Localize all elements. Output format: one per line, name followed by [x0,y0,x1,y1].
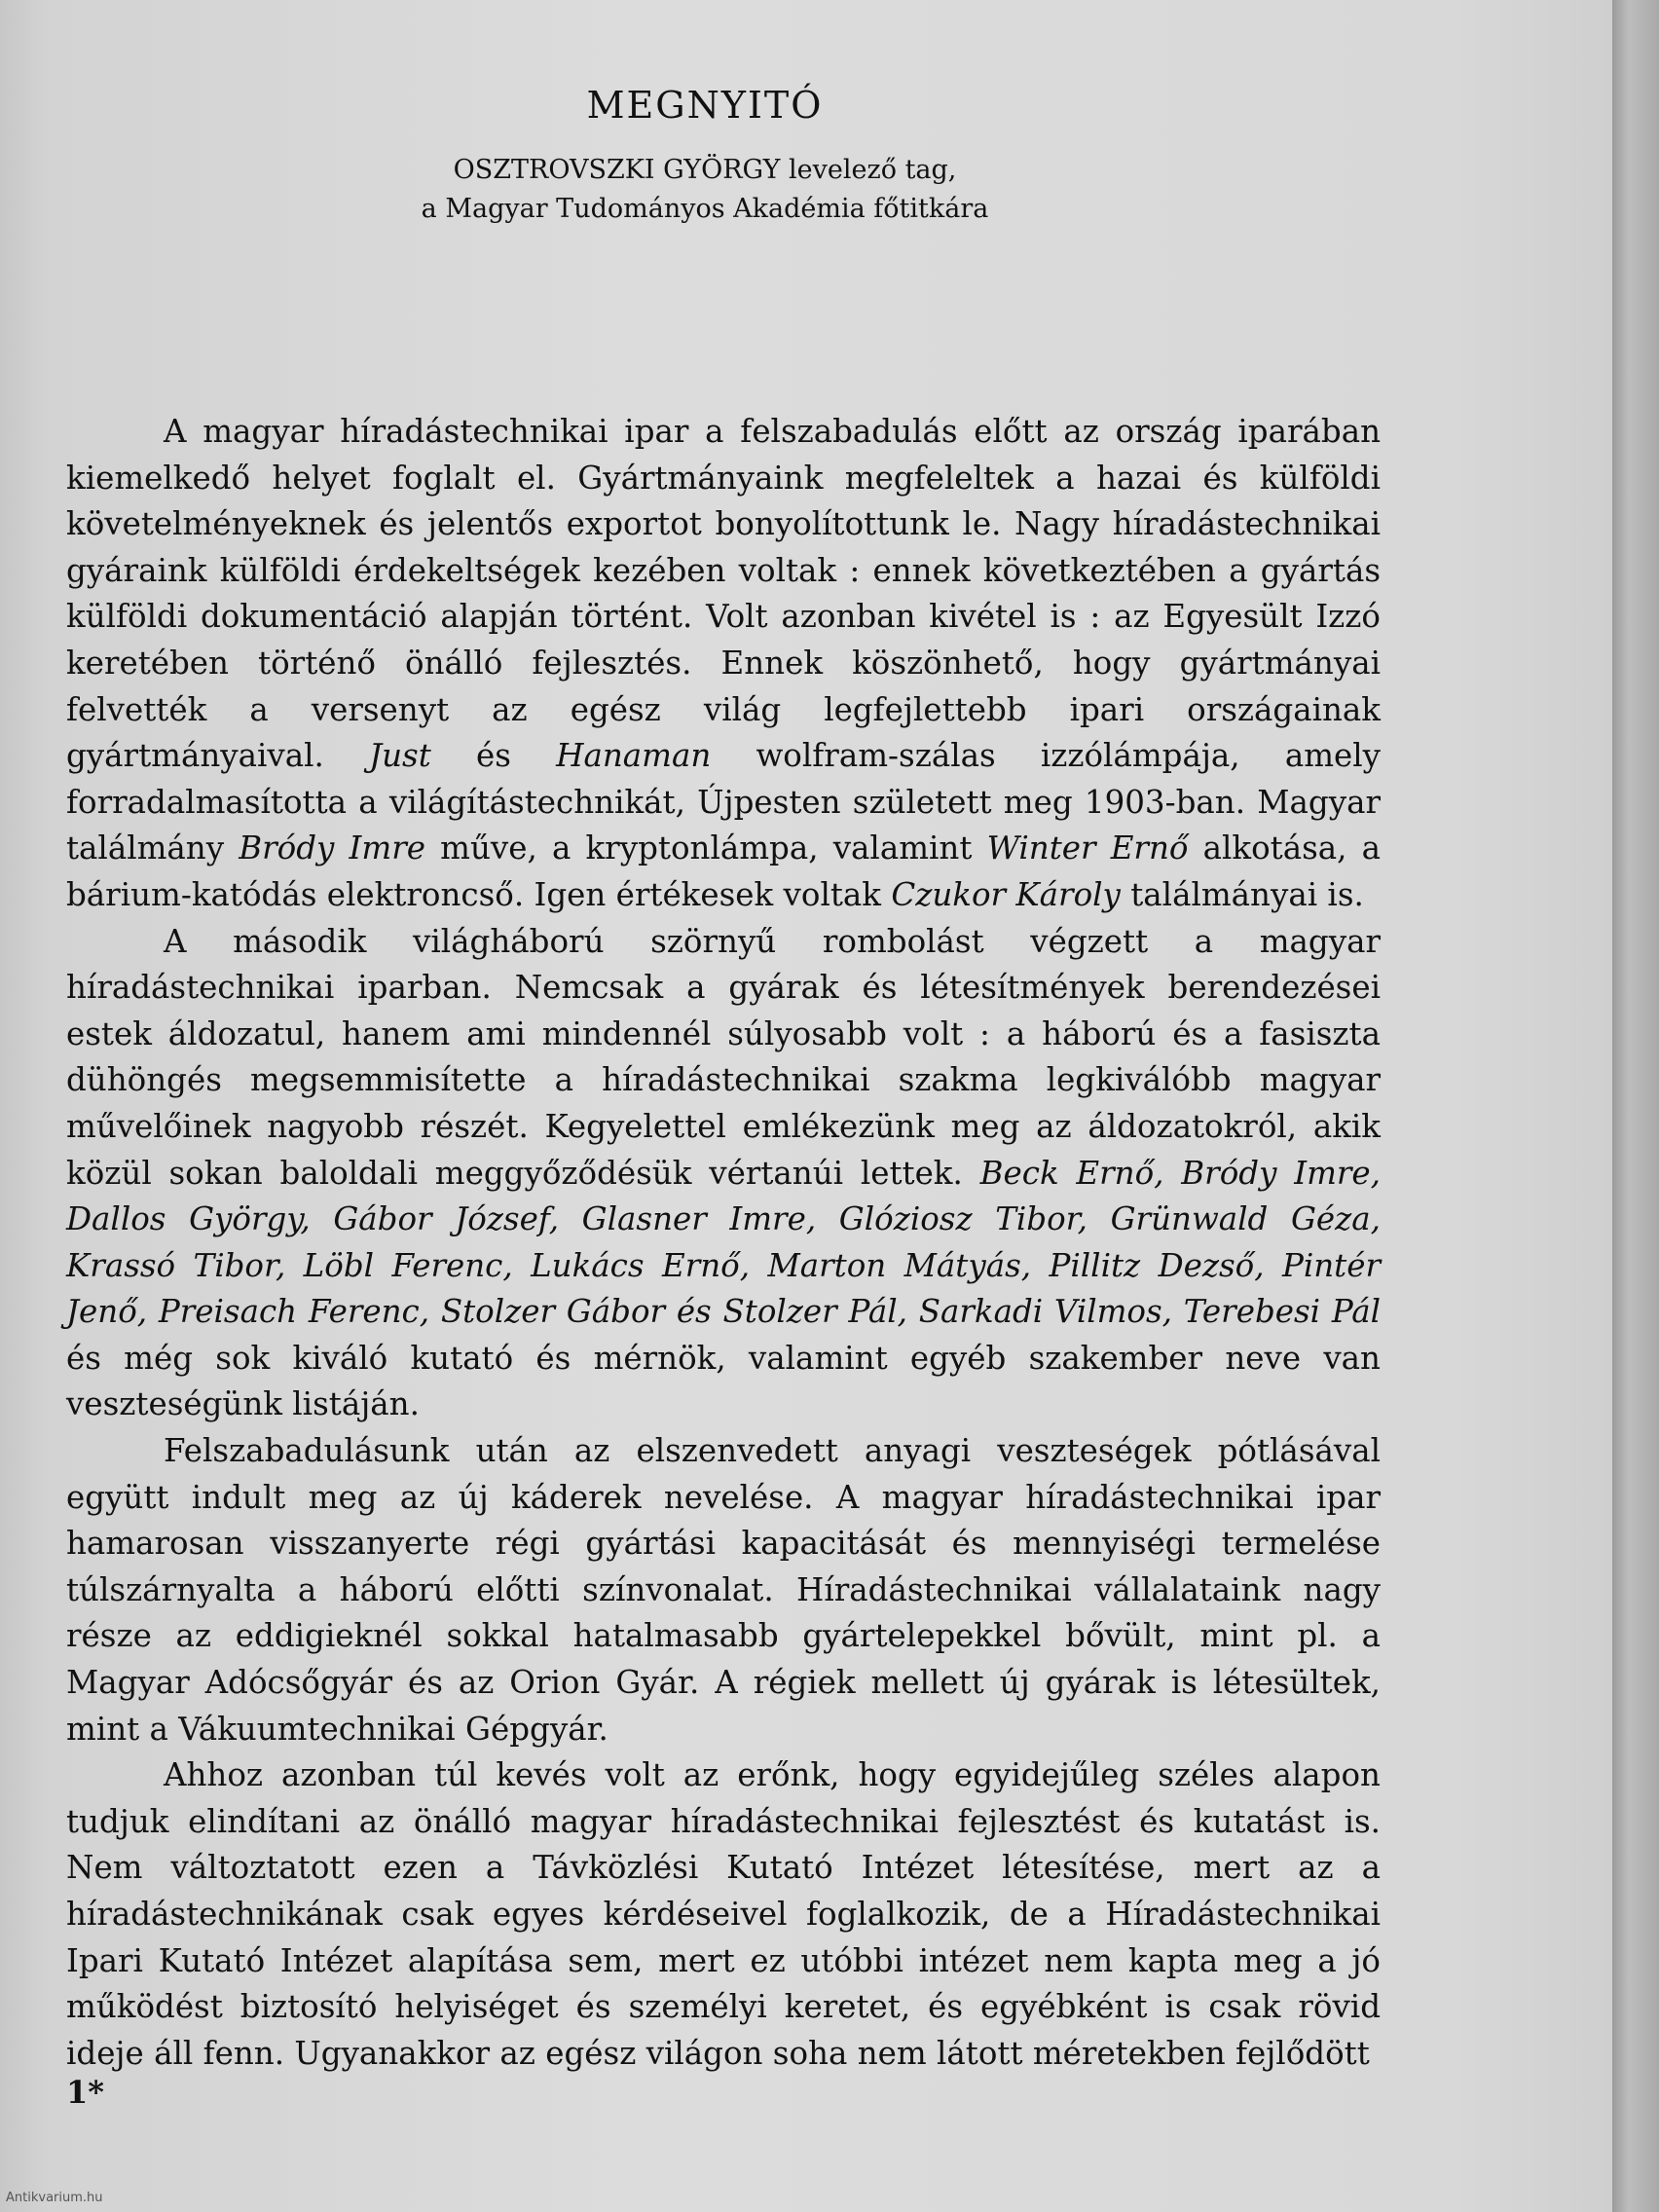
body-text [66,409,1381,2077]
paragraph [66,1752,1381,2077]
article-title: MEGNYITÓ [586,84,824,127]
italic-name-run: Hanaman [556,737,712,775]
watermark: Antikvarium.hu [6,2191,103,2205]
text-run: és még sok kiváló kutató és mérnök, valamint egyéb szakember neve van veszteségünk listáján. [66,1339,1381,1423]
text-run: alkotása, a bárium-katódás elektroncső. Igen értékesek voltak [66,830,1382,913]
italic-name-run: Beck Ernő, Bródy Imre, Dallos György, Gábor József, Glasner Imre, Glóziosz Tibor, Grünwald Géza, Krassó Tibor, Löbl Ferenc, Lukács Ernő, Marton Mátyás, Pillitz Dezső, Pintér Jenő, Preisach Ferenc, Stolzer Gábor és Stolzer Pál, Sarkadi Vilmos, Terebesi Pál [66,1154,1381,1331]
italic-name-run: Just [369,737,431,775]
text-run: A magyar híradástechnikai ipar a felszabadulás előtt az ország iparában kiemelkedő helyet foglalt el. Gyártmányaink megfeleltek a hazai és külföldi követelményeknek és jelentős exportot bonyolítottunk le. Nagy híradástechnikai gyáraink külföldi érdekeltségek kezében voltak : ennek következtében a gyártás külföldi dokumentáció alapján történt. Volt azonban kivétel is : az Egyesült Izzó keretében történő önálló fejlesztés. Ennek köszönhető, hogy gyártmányai felvették a versenyt az egész világ legfejlettebb ipari országainak gyártmányaival. [66,413,1381,775]
page-number: 1* [66,2074,104,2111]
italic-name-run: Czukor Károly [891,875,1121,913]
text-run: Felszabadulásunk után az elszenvedett anyagi veszteségek pótlásával együtt indult meg az új káderek nevelése. A magyar híradástechnikai ipar hamarosan visszanyerte régi gyártási kapacitását és mennyiségi termelése túlszárnyalta a háború előtti színvonalat. Híradástechnikai vállalataink nagy része az eddigieknél sokkal hatalmasabb gyártelepekkel bővült, mint pl. a Magyar Adócsőgyár és az Orion Gyár. A régiek mellett új gyárak is létesültek, mint a Vákuumtechnikai Gépgyár. [66,1432,1381,1748]
text-run: wolfram-szálas izzólámpája, amely forradalmasította a világítástechnikát, Újpesten született meg 1903-ban. Magyar találmány [66,737,1382,867]
text-run: és [430,737,557,775]
author-affiliation: a Magyar Tudományos Akadémia főtitkára [421,194,989,224]
page-edge [1612,0,1659,2212]
paragraph [66,1428,1381,1752]
italic-name-run: Bródy Imre [239,830,425,867]
text-run: műve, a kryptonlámpa, valamint [424,830,987,867]
text-run: Ahhoz azonban túl kevés volt az erőnk, hogy egyidejűleg széles alapon tudjuk elindítani az önálló magyar híradástechnikai fejlesztést és kutatást is. Nem változtatott ezen a Távközlési Kutató Intézet létesítése, mert az a híradástechnikának csak egyes kérdéseivel foglalkozik, de a Híradástechnikai Ipari Kutató Intézet alapítása sem, mert ez utóbbi intézet nem kapta meg a jó működést biztosító helyiséget és személyi keretet, és egyébként is csak rövid ideje áll fenn. Ugyanakkor az egész világon soha nem látott méretekben fejlődött [66,1756,1381,2072]
text-run: A második világháború szörnyű rombolást végzett a magyar híradástechnikai iparban. Nemcsak a gyárak és létesítmények berendezései estek áldozatul, hanem ami mindennél súlyosabb volt : a háború és a fasiszta dühöngés megsemmisítette a híradástechnikai szakma legkiválóbb magyar művelőinek nagyobb részét. Kegyelettel emlékezünk meg az áldozatokról, akik közül sokan baloldali meggyőződésük vértanúi lettek. [66,922,1381,1192]
paragraph [66,409,1381,919]
italic-name-run: Winter Ernő [986,830,1189,867]
author-line: OSZTROVSZKI GYÖRGY levelező tag, [453,155,957,185]
paragraph [66,919,1381,1429]
text-run: találmányai is. [1120,875,1364,913]
author-block [0,151,1410,229]
